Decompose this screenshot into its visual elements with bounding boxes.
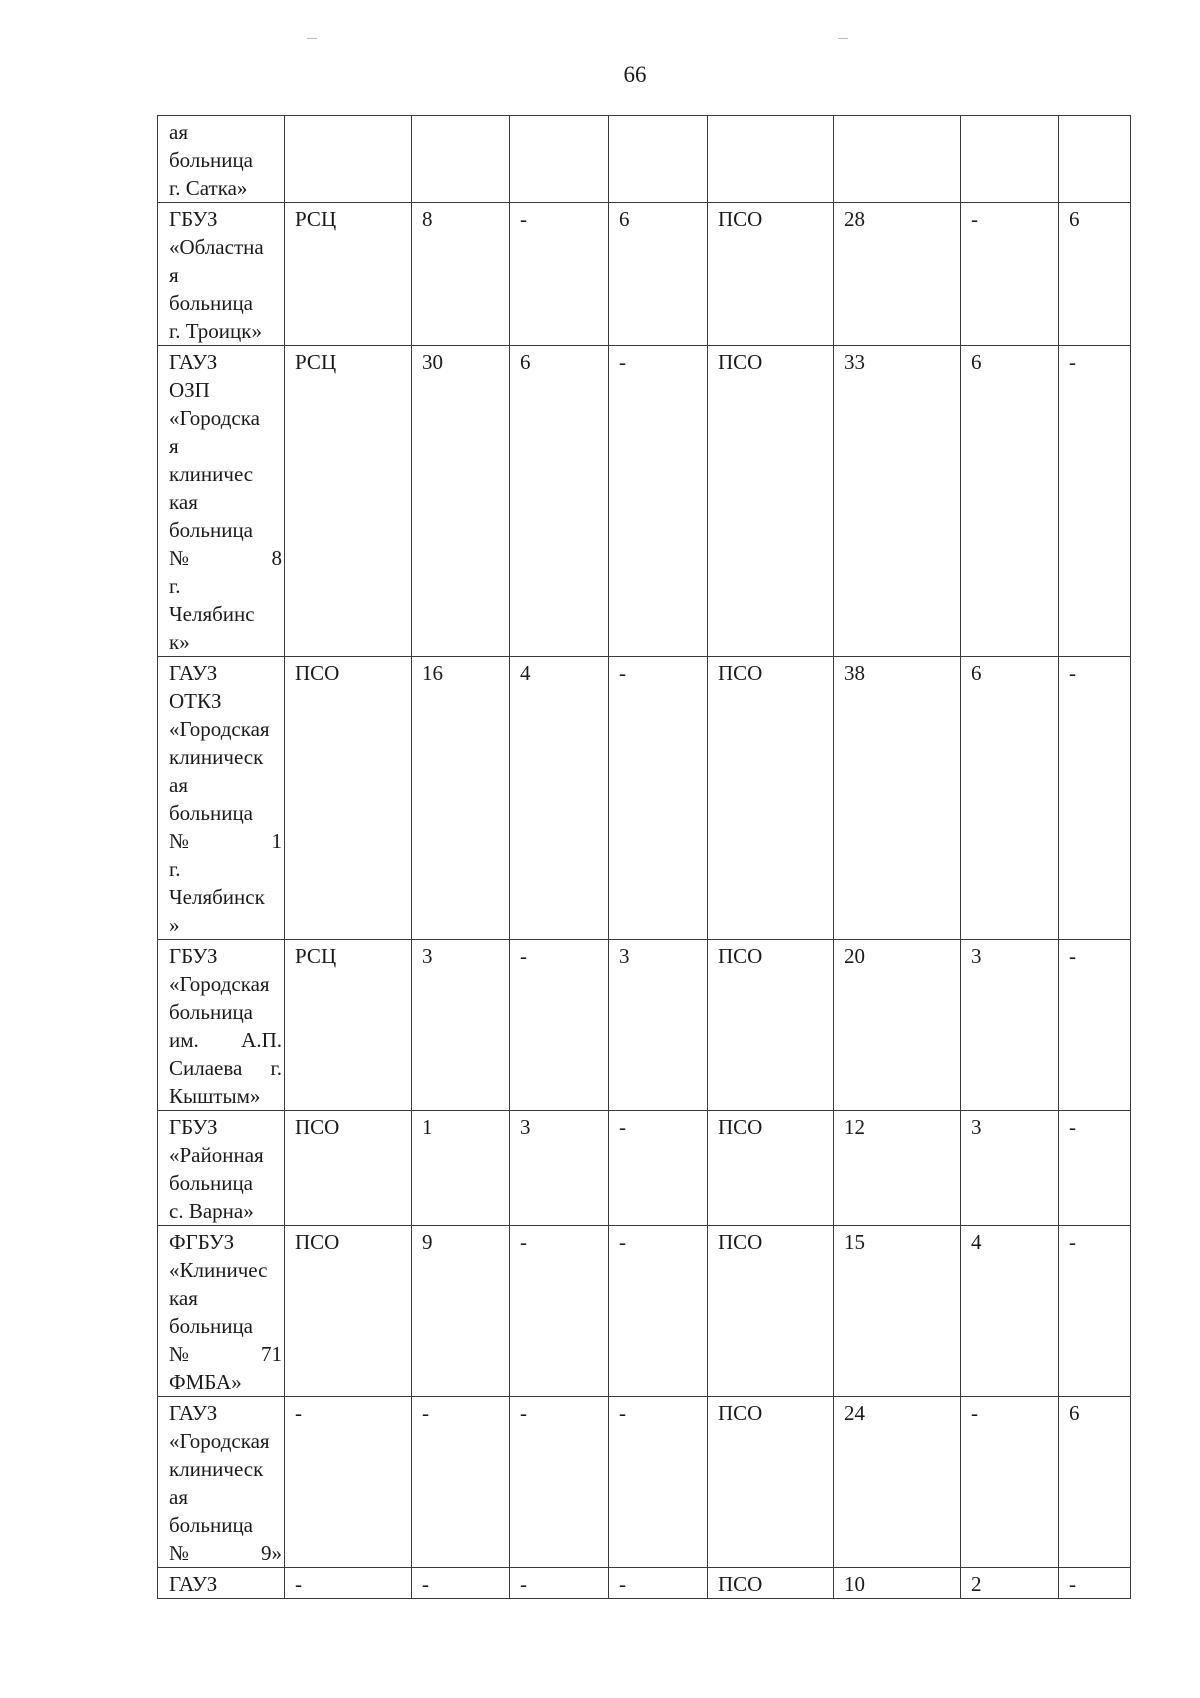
table-cell: ПСО (708, 203, 834, 346)
table-cell: ПСО (708, 346, 834, 657)
table-cell: - (609, 1226, 708, 1397)
name-word: г. (270, 1056, 282, 1080)
table-cell: 6 (609, 203, 708, 346)
table-cell: 16 (412, 657, 510, 940)
name-word: № (169, 1342, 190, 1366)
name-word: № (169, 829, 190, 853)
institution-name-line: «Клиничес (169, 1258, 268, 1282)
table-cell: - (609, 1397, 708, 1568)
table-cell: 9 (412, 1226, 510, 1397)
institution-name-line: ГБУЗ (169, 207, 218, 231)
table-cell: 33 (834, 346, 961, 657)
table-cell: - (609, 1568, 708, 1599)
name-word: 1 (271, 829, 282, 853)
institution-name-cell (158, 657, 285, 940)
institution-name-line: ГАУЗ (169, 1572, 218, 1596)
table-row (158, 1397, 1131, 1568)
table-cell: ПСО (285, 1226, 412, 1397)
institution-name-cell (158, 1111, 285, 1226)
table-cell: 3 (510, 1111, 609, 1226)
table-cell: - (510, 940, 609, 1111)
institution-name-line (169, 1539, 282, 1567)
table-cell: - (412, 1397, 510, 1568)
institution-name-line (169, 827, 282, 855)
table-cell (834, 116, 961, 203)
institution-name-line: «Городская (169, 972, 270, 996)
table-body (158, 116, 1131, 1599)
institution-name-line: клиническ (169, 1457, 264, 1481)
table-cell: - (412, 1568, 510, 1599)
table-cell (510, 116, 609, 203)
institution-name-cell (158, 203, 285, 346)
table-cell: ПСО (285, 1111, 412, 1226)
institution-name-line: ФМБА» (169, 1370, 242, 1394)
institution-name-line: больница (169, 1513, 253, 1537)
institution-name-line: больница (169, 148, 253, 172)
institution-name-line: г. (169, 857, 181, 881)
institution-name-line: я (169, 263, 179, 287)
table-row (158, 1111, 1131, 1226)
table-row (158, 940, 1131, 1111)
table-cell: - (1059, 657, 1131, 940)
table-cell: - (609, 657, 708, 940)
table-cell: ПСО (708, 1397, 834, 1568)
table-cell: 3 (609, 940, 708, 1111)
institution-name-line (169, 1054, 282, 1082)
institution-name-line: ая (169, 773, 188, 797)
table-cell: 24 (834, 1397, 961, 1568)
table-cell (961, 116, 1059, 203)
institution-name-line: Кыштым» (169, 1084, 261, 1108)
table-cell: - (961, 203, 1059, 346)
table-cell: РСЦ (285, 940, 412, 1111)
institution-name-line (169, 1340, 282, 1368)
table-cell: 6 (961, 346, 1059, 657)
institution-name-line: «Районная (169, 1143, 264, 1167)
institution-name-line: ГАУЗ (169, 350, 218, 374)
table-row (158, 203, 1131, 346)
table-cell (1059, 116, 1131, 203)
table-cell: - (1059, 1111, 1131, 1226)
institution-name-line: ГБУЗ (169, 944, 218, 968)
table-cell: 20 (834, 940, 961, 1111)
table-cell: - (285, 1568, 412, 1599)
table-cell: 12 (834, 1111, 961, 1226)
name-word: им. (169, 1028, 199, 1052)
table-cell: ПСО (708, 940, 834, 1111)
name-word: 9» (261, 1541, 282, 1565)
institution-name-line (169, 544, 282, 572)
table-cell: - (609, 1111, 708, 1226)
institution-name-line: Челябинс (169, 602, 255, 626)
table-cell: ПСО (708, 1226, 834, 1397)
table-cell: 6 (1059, 203, 1131, 346)
table-cell: - (510, 1568, 609, 1599)
table-row (158, 116, 1131, 203)
table-cell: - (1059, 1226, 1131, 1397)
institution-name-line: «Городская (169, 717, 270, 741)
institution-name-line: ГАУЗ (169, 1401, 218, 1425)
institution-name-line (169, 1026, 282, 1054)
institution-name-line: ОТКЗ (169, 689, 222, 713)
table-cell: ПСО (285, 657, 412, 940)
name-word: 8 (271, 546, 282, 570)
table-cell: 1 (412, 1111, 510, 1226)
institution-name-line: к» (169, 630, 190, 654)
name-word: № (169, 1541, 190, 1565)
institution-name-line: ая (169, 1485, 188, 1509)
table-row (158, 346, 1131, 657)
table-row (158, 1226, 1131, 1397)
table-cell: 4 (961, 1226, 1059, 1397)
name-word: А.П. (241, 1028, 282, 1052)
institution-name-line: больница (169, 1171, 253, 1195)
table-cell: - (1059, 346, 1131, 657)
table-cell: 4 (510, 657, 609, 940)
table-cell: - (510, 1226, 609, 1397)
institution-name-cell (158, 1226, 285, 1397)
institution-name-line: больница (169, 1000, 253, 1024)
scan-speck (307, 38, 317, 39)
table-cell: 10 (834, 1568, 961, 1599)
table-cell: ПСО (708, 1568, 834, 1599)
table-cell: 8 (412, 203, 510, 346)
institution-name-line: «Областна (169, 235, 264, 259)
table-cell: - (1059, 1568, 1131, 1599)
table-cell (412, 116, 510, 203)
institution-name-line: кая (169, 490, 198, 514)
institution-name-line: ГАУЗ (169, 661, 218, 685)
table-cell: - (961, 1397, 1059, 1568)
table-row (158, 657, 1131, 940)
institution-name-cell (158, 1568, 285, 1599)
table-cell: - (609, 346, 708, 657)
table-cell: 2 (961, 1568, 1059, 1599)
institution-name-cell (158, 346, 285, 657)
institution-name-line: г. Троицк» (169, 319, 262, 343)
name-word: № (169, 546, 190, 570)
table-cell: 6 (961, 657, 1059, 940)
table-cell: 6 (1059, 1397, 1131, 1568)
institution-name-line: Челябинск (169, 885, 265, 909)
institution-name-line: клиническ (169, 745, 264, 769)
table-cell: 15 (834, 1226, 961, 1397)
table-cell: 3 (961, 1111, 1059, 1226)
table-cell: - (285, 1397, 412, 1568)
table-cell: РСЦ (285, 346, 412, 657)
table-cell: - (510, 203, 609, 346)
institution-name-line: больница (169, 291, 253, 315)
table-cell (285, 116, 412, 203)
institution-name-cell (158, 1397, 285, 1568)
name-word: 71 (261, 1342, 282, 1366)
hospital-table (157, 115, 1131, 1599)
table-cell: - (1059, 940, 1131, 1111)
institution-name-line: с. Варна» (169, 1199, 254, 1223)
table-cell: 30 (412, 346, 510, 657)
institution-name-line: г. Сатка» (169, 176, 248, 200)
table-row (158, 1568, 1131, 1599)
table-cell: ПСО (708, 1111, 834, 1226)
table-cell: ПСО (708, 657, 834, 940)
institution-name-cell (158, 116, 285, 203)
institution-name-line: больница (169, 518, 253, 542)
institution-name-line: ФГБУЗ (169, 1230, 235, 1254)
institution-name-line: г. (169, 574, 181, 598)
institution-name-line: ая (169, 120, 188, 144)
table-cell: РСЦ (285, 203, 412, 346)
institution-name-line: «Городская (169, 1429, 270, 1453)
table-cell: 3 (961, 940, 1059, 1111)
institution-name-line: больница (169, 1314, 253, 1338)
institution-name-line: » (169, 913, 180, 937)
name-word: Силаева (169, 1056, 243, 1080)
table-cell: 6 (510, 346, 609, 657)
table-cell: - (510, 1397, 609, 1568)
institution-name-line: ОЗП (169, 378, 210, 402)
table-cell: 38 (834, 657, 961, 940)
institution-name-line: кая (169, 1286, 198, 1310)
institution-name-line: «Городска (169, 406, 260, 430)
table-cell (609, 116, 708, 203)
table-cell: 28 (834, 203, 961, 346)
institution-name-line: ГБУЗ (169, 1115, 218, 1139)
institution-name-line: клиничес (169, 462, 254, 486)
institution-name-line: я (169, 434, 179, 458)
scan-speck (838, 38, 848, 39)
institution-name-cell (158, 940, 285, 1111)
table-cell (708, 116, 834, 203)
institution-name-line: больница (169, 801, 253, 825)
table-cell: 3 (412, 940, 510, 1111)
page-number: 66 (623, 62, 647, 87)
